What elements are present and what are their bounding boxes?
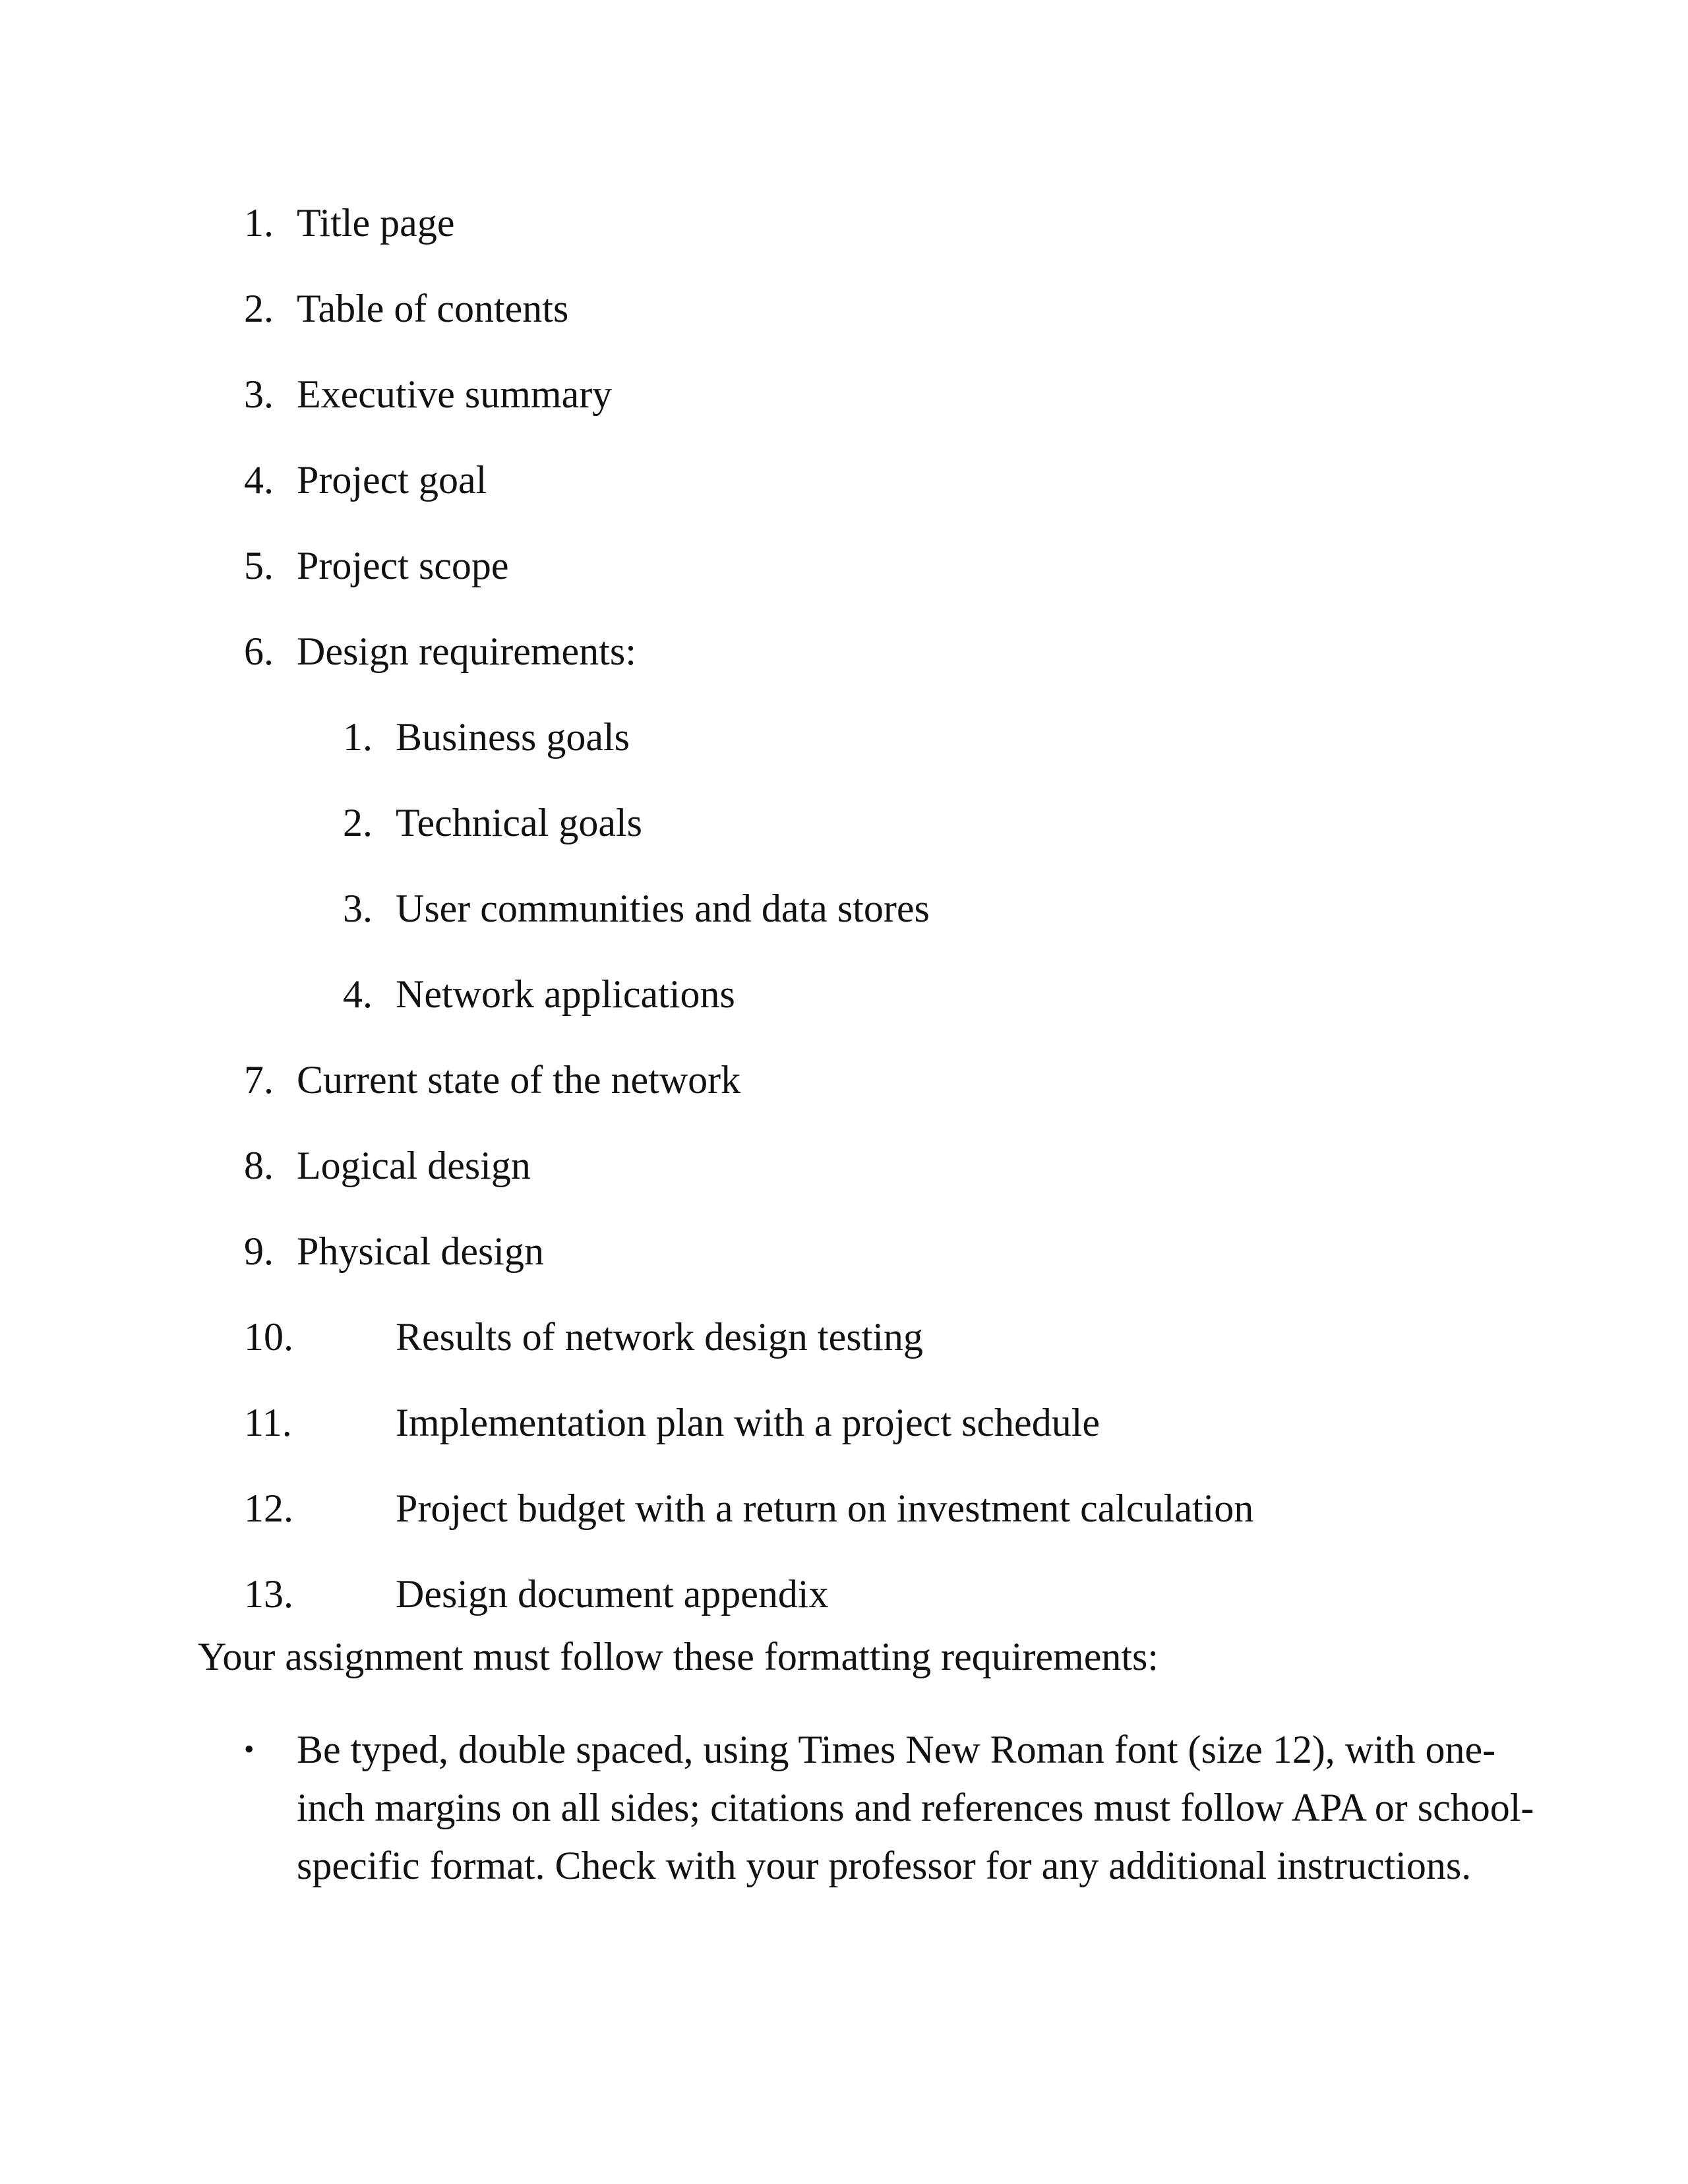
item-number: 9. <box>244 1229 274 1273</box>
subitem-text: Network applications <box>396 972 735 1016</box>
item-text: Implementation plan with a project schedule <box>396 1401 1100 1444</box>
bullet-text: Be typed, double spaced, using Times New Roman font (size 12), with one-inch margins on all sides; citations and references must follow APA or school-specific format. Check with your professor for any additional instructions. <box>297 1728 1534 1887</box>
item-number: 12. <box>244 1487 293 1530</box>
item-text: Physical design <box>297 1229 544 1273</box>
item-text: Executive summary <box>297 372 613 416</box>
item-text: Title page <box>297 201 455 245</box>
item-number: 3. <box>244 372 274 416</box>
item-number: 13. <box>244 1572 293 1616</box>
formatting-intro: Your assignment must follow these formatting requirements: <box>198 1635 1159 1678</box>
bullet-icon: • <box>244 1733 255 1765</box>
subitem-number: 4. <box>343 972 373 1016</box>
subitem-text: User communities and data stores <box>396 887 930 930</box>
subitem-text: Business goals <box>396 715 630 759</box>
item-text: Design requirements: <box>297 630 636 673</box>
item-text: Project goal <box>297 458 487 502</box>
item-number: 8. <box>244 1144 274 1187</box>
item-text: Current state of the network <box>297 1058 741 1102</box>
item-number: 2. <box>244 287 274 330</box>
subitem-number: 3. <box>343 887 373 930</box>
item-text: Results of network design testing <box>396 1315 923 1359</box>
item-number: 4. <box>244 458 274 502</box>
item-number: 7. <box>244 1058 274 1102</box>
item-text: Logical design <box>297 1144 531 1187</box>
subitem-number: 1. <box>343 715 373 759</box>
item-number: 1. <box>244 201 274 245</box>
subitem-number: 2. <box>343 801 373 844</box>
item-text: Design document appendix <box>396 1572 829 1616</box>
item-text: Project budget with a return on investment calculation <box>396 1487 1254 1530</box>
item-number: 6. <box>244 630 274 673</box>
subitem-text: Technical goals <box>396 801 642 844</box>
item-number: 5. <box>244 544 274 587</box>
item-number: 10. <box>244 1315 293 1359</box>
item-text: Table of contents <box>297 287 569 330</box>
item-text: Project scope <box>297 544 509 587</box>
item-number: 11. <box>244 1401 292 1444</box>
